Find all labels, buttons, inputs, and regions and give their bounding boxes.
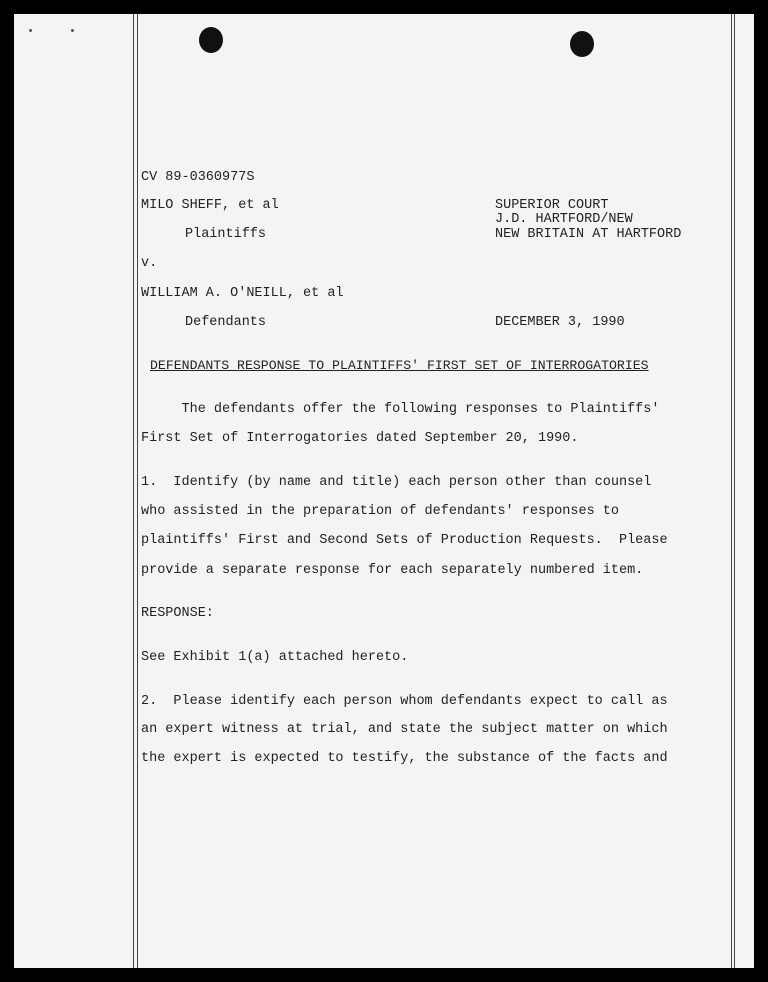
plaintiff-role: Plaintiffs [185,227,267,242]
versus: v. [141,256,158,271]
document-page [14,14,754,968]
intro-line-1: The defendants offer the following responses to Plaintiffs' [141,402,660,417]
item1-line-1: 1. Identify (by name and title) each person other than counsel [141,475,652,490]
punch-hole-right [570,31,594,57]
punch-hole-left [199,27,223,53]
item2-line-2: an expert witness at trial, and state the subject matter on which [141,722,668,737]
response-label: RESPONSE: [141,606,214,621]
item2-line-3: the expert is expected to testify, the substance of the facts and [141,751,668,766]
scan-speck [71,29,74,32]
right-margin-rule-1 [731,14,732,968]
case-number: CV 89-0360977S [141,170,255,185]
left-margin-rule-2 [137,14,138,968]
court-line-3: NEW BRITAIN AT HARTFORD [495,227,682,242]
item2-line-1: 2. Please identify each person whom defendants expect to call as [141,694,668,709]
defendant-role: Defendants [185,315,267,330]
scan-speck [29,29,32,32]
item1-line-3: plaintiffs' First and Second Sets of Production Requests. Please [141,533,668,548]
defendant-name: WILLIAM A. O'NEILL, et al [141,286,344,301]
court-line-2: J.D. HARTFORD/NEW [495,212,633,227]
intro-line-2: First Set of Interrogatories dated September 20, 1990. [141,431,579,446]
response-1: See Exhibit 1(a) attached hereto. [141,650,409,665]
item1-line-2: who assisted in the preparation of defendants' responses to [141,504,619,519]
court-line-1: SUPERIOR COURT [495,198,609,213]
left-margin-rule-1 [133,14,134,968]
document-date: DECEMBER 3, 1990 [495,315,625,330]
plaintiff-name: MILO SHEFF, et al [141,198,279,213]
document-title: DEFENDANTS RESPONSE TO PLAINTIFFS' FIRST SET OF INTERROGATORIES [150,358,649,373]
item1-line-4: provide a separate response for each separately numbered item. [141,563,644,578]
right-margin-rule-2 [734,14,735,968]
